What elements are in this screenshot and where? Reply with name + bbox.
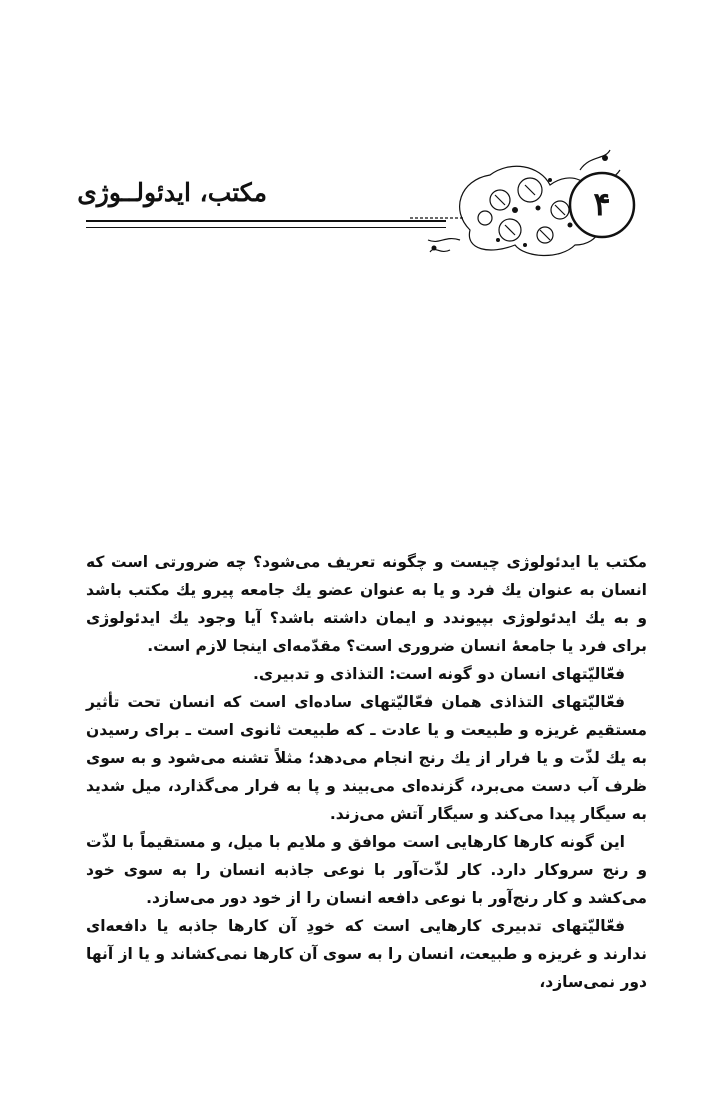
header-rule (86, 220, 446, 228)
paragraph: فعّالیّتهای تدبیری کارهایی است که خودِ آن کارها جاذبه یا دافعه‌ای ندارند و غریزه و طبیعت، انسان را به سوی آن کارها نمی‌کشاند و یا از آنها دور نمی‌سازد، (86, 917, 647, 991)
paragraph: مکتب یا ایدئولوژی چیست و چگونه تعریف می‌شود؟ چه ضرورتی است که انسان به عنوان یك فرد و یا به عنوان عضو یك جامعه پیرو یك مکتب باشد و به یك ایدئولوژی بپیوندد و ایمان داشته باشد؟ آیا وجود یك ایدئولوژی برای فرد یا جامعهٔ انسان ضروری است؟ مقدّمه‌ای اینجا لازم است. (86, 553, 647, 655)
chapter-title: مکتب، ایدئولــوژی (77, 178, 267, 207)
paragraph: فعّالیّتهای التذاذی همان فعّالیّتهای ساده‌ای است که انسان تحت تأثیر مستقیم غریزه و طبیعت و یا عادت ـ که طبیعت ثانوی است ـ برای رسیدن به یك لذّت و یا فرار از یك رنج انجام می‌دهد؛ مثلاً تشنه می‌شود و به سوی ظرف آب دست می‌برد، گزنده‌ای می‌بیند و پا به فرار می‌گذارد، میل شدید به سیگار پیدا می‌کند و سیگار آتش می‌زند. (86, 693, 647, 823)
paragraph: این گونه کارها کارهایی است موافق و ملایم با میل، و مستقیماً با لذّت و رنج سروکار دارد. کار لذّت‌آور با نوعی جاذبه انسان را به سوی خود می‌کشد و کار رنج‌آور با نوعی دافعه انسان را از خود دور می‌سازد. (86, 833, 647, 907)
paragraph: فعّالیّتهای انسان دو گونه است: التذاذی و تدبیری. (252, 665, 625, 683)
chapter-ornament (410, 140, 640, 270)
chapter-number: ۴ (593, 185, 611, 223)
body-text (86, 548, 647, 996)
